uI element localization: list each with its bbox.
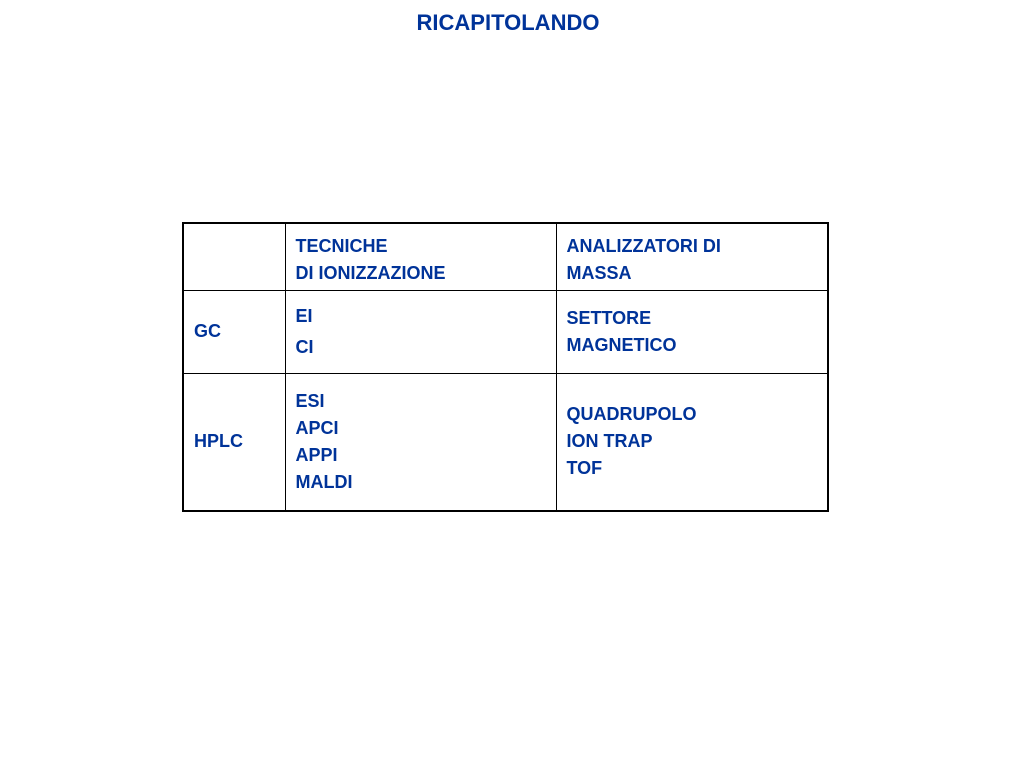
row-label-gc: GC [183, 290, 285, 373]
table-row-gc [183, 290, 828, 373]
ionization-item: APCI [295, 417, 339, 438]
header-tecniche-line: DI IONIZZAZIONE [295, 263, 446, 284]
ionization-item: ESI [295, 390, 325, 411]
table-header-row [183, 223, 828, 290]
header-corner-cell [183, 223, 285, 290]
header-analizzatori-line: MASSA [566, 263, 632, 284]
analyzer-item: ION TRAP [566, 431, 653, 452]
analyzer-item: TOF [566, 458, 603, 479]
slide-title: RICAPITOLANDO [416, 10, 600, 35]
table-row-hplc [183, 373, 828, 511]
analyzer-cell-gc [556, 290, 828, 373]
header-analizzatori-cell [556, 223, 828, 290]
ionization-cell-hplc [285, 373, 556, 511]
analyzer-item: QUADRUPOLO [566, 404, 697, 425]
analyzer-item: MAGNETICO [566, 334, 677, 355]
ionization-cell-gc [285, 290, 556, 373]
ionization-item: APPI [295, 444, 338, 465]
analyzer-item: SETTORE [566, 307, 652, 328]
row-label-hplc: HPLC [183, 373, 285, 511]
header-analizzatori-line: ANALIZZATORI DI [566, 236, 721, 257]
ionization-item: EI [295, 305, 313, 326]
ionization-item: CI [295, 336, 314, 357]
summary-table [182, 222, 829, 512]
header-tecniche-line: TECNICHE [295, 236, 388, 257]
ionization-item: MALDI [295, 471, 353, 492]
header-tecniche-cell [285, 223, 556, 290]
analyzer-cell-hplc [556, 373, 828, 511]
